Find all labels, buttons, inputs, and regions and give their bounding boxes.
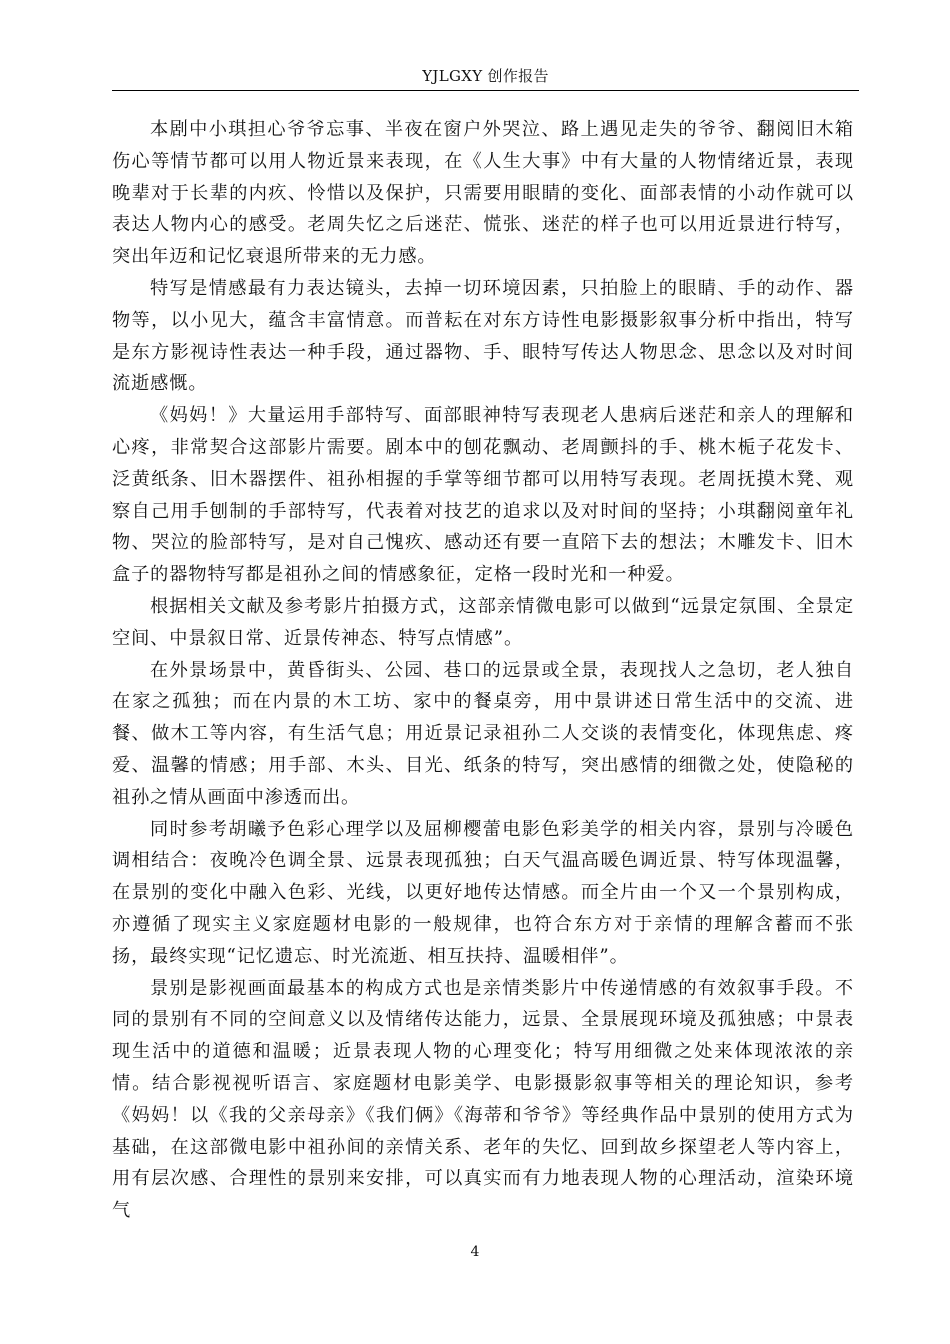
paragraph-color-psychology: 同时参考胡曦予色彩心理学以及屈柳樱蕾电影色彩美学的相关内容，景别与冷暖色调相结合：夜晚冷色调全景、远景表现孤独；白天气温高暖色调近景、特写体现温馨，在景别的变化中融入色彩、光线，以更好地传达情感。而全片由一个又一个景别构成，亦遵循了现实主义家庭题材电影的一般规律，也符合东方对于亲情的理解含蓄而不张扬，最终实现“记忆遗忘、时光流逝、相互扶持、温暖相伴”。 <box>112 818 854 967</box>
page-number: 4 <box>470 1244 480 1260</box>
paragraph-conclusion: 景别是影视画面最基本的构成方式也是亲情类影片中传递情感的有效叙事手段。不同的景别有不同的空间意义以及情绪传达能力，远景、全景展现环境及孤独感；中景表现生活中的道德和温暖；近景表现人物的心理变化；特写用细微之处来体现浓浓的亲情。结合影视视听语言、家庭题材电影美学、电影摄影叙事等相关的理论知识，参考《妈妈！以《我的父亲母亲》《我们俩》《海蒂和爷爷》等经典作品中景别的使用方式为基础，在这部微电影中祖孙间的亲情关系、老年的失忆、回到故乡探望老人等内容上，用有层次感、合理性的景别来安排，可以真实而有力地表现人物的心理活动，渲染环境气 <box>112 977 854 1222</box>
page-header: YJLGXY 创作报告 <box>422 67 549 85</box>
paragraph-close-up-shots: 本剧中小琪担心爷爷忘事、半夜在窗户外哭泣、路上遇见走失的爷爷、翻阅旧木箱伤心等情节都可以用人物近景来表现，在《人生大事》中有大量的人物情绪近景，表现晚辈对于长辈的内疚、怜惜以及保护，只需要用眼睛的变化、面部表情的小动作就可以表达人物内心的感受。老周失忆之后迷茫、慌张、迷茫的样子也可以用近景进行特写，突出年迈和记忆衰退所带来的无力感。 <box>112 119 854 268</box>
header-divider <box>112 90 859 91</box>
paragraph-shot-summary: 根据相关文献及参考影片拍摄方式，这部亲情微电影可以做到“远景定氛围、全景定空间、中景叙日常、近景传神态、特写点情感”。 <box>112 595 854 649</box>
paragraph-extreme-close-up: 特写是情感最有力表达镜头，去掉一切环境因素，只拍脸上的眼睛、手的动作、器物等，以小见大，蕴含丰富情意。而普耘在对东方诗性电影摄影叙事分析中指出，特写是东方影视诗性表达一种手段，通过器物、手、眼特写传达人物思念、思念以及对时间流逝感慨。 <box>112 277 854 395</box>
paragraph-exterior-interior: 在外景场景中，黄昏街头、公园、巷口的远景或全景，表现找人之急切，老人独自在家之孤独；而在内景的木工坊、家中的餐桌旁，用中景讲述日常生活中的交流、进餐、做木工等内容，有生活气息；用近景记录祖孙二人交谈的表情变化，体现焦虑、疼爱、温馨的情感；用手部、木头、目光、纸条的特写，突出感情的细微之处，使隐秘的祖孙之情从画面中渗透而出。 <box>112 659 854 808</box>
paragraph-mama-reference: 《妈妈！》大量运用手部特写、面部眼神特写表现老人患病后迷茫和亲人的理解和心疼，非常契合这部影片需要。剧本中的刨花飘动、老周颤抖的手、桃木栀子花发卡、泛黄纸条、旧木器摆件、祖孙相握的手掌等细节都可以用特写表现。老周抚摸木凳、观察自己用手刨制的手部特写，代表着对技艺的追求以及对时间的坚持；小琪翻阅童年礼物、哭泣的脸部特写，是对自己愧疚、感动还有要一直陪下去的想法；木雕发卡、旧木盒子的器物特写都是祖孙之间的情感象征，定格一段时光和一种爱。 <box>112 405 854 586</box>
body-text <box>112 114 854 1227</box>
